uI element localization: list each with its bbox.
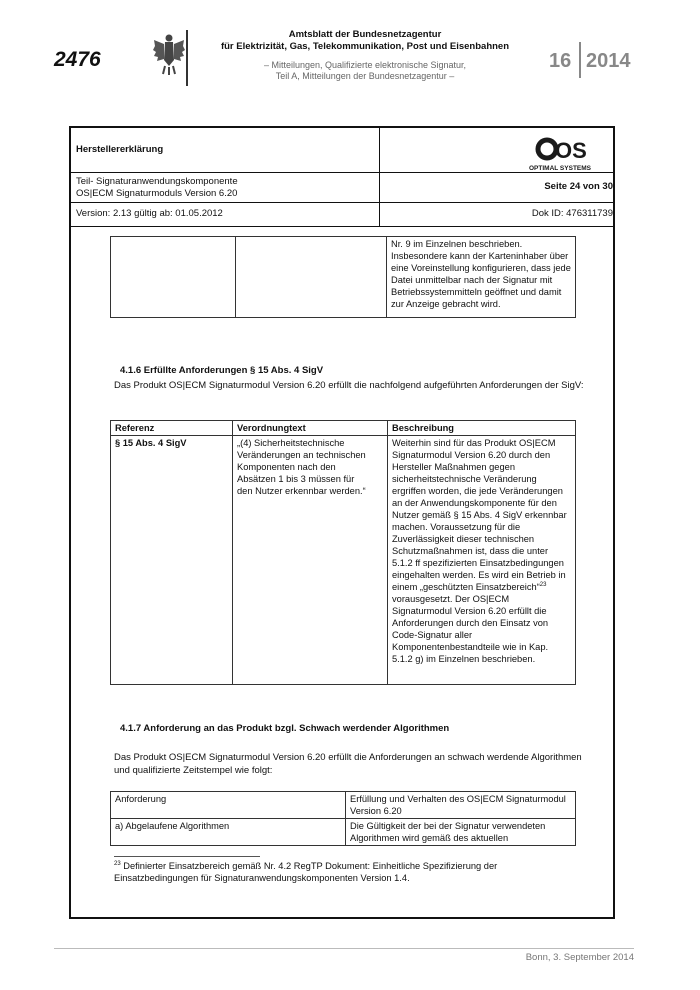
requirements-table-417	[110, 791, 576, 846]
doc-title: Herstellererklärung	[76, 144, 164, 155]
column-header-text: Verordnungtext	[233, 421, 388, 436]
footer-date: Bonn, 3. September 2014	[525, 952, 634, 963]
requirements-table-416	[110, 420, 576, 685]
fulfil-cell: Die Gültigkeit der bei der Signatur verwendeten Algorithmen wird gemäß des aktuellen	[346, 819, 576, 846]
continuation-text: Nr. 9 im Einzelnen beschrieben. Insbesondere kann der Karteninhaber über eine Voreinstellung konfigurieren, dass jede Datei unmittelbar nach der Signatur mit Betriebssystemmitteln geöffnet und damit zur Anzeige gebracht wird.	[387, 237, 576, 318]
table-row	[111, 792, 576, 819]
ref-cell: § 15 Abs. 4 SigV	[111, 436, 233, 685]
req-cell: a) Abgelaufene Algorithmen	[111, 819, 346, 846]
header-divider	[186, 30, 188, 86]
footnote-ref[interactable]: 23	[539, 581, 547, 588]
version-info: Version: 2.13 gültig ab: 01.05.2012	[76, 208, 223, 219]
table-header-row	[111, 421, 576, 436]
footnote-divider	[114, 856, 260, 857]
regulation-cell: „(4) Sicherheitstechnische Veränderungen an technischen Komponenten nach den Absätzen 1 bis 3 müssen für den Nutzer erkennbar werden.“	[233, 436, 388, 685]
component-line2: OS|ECM Signaturmoduls Version 6.20	[76, 188, 238, 199]
doc-id: Dok ID: 476311739	[531, 208, 613, 219]
section-417-intro: Das Produkt OS|ECM Signaturmodul Version 6.20 erfüllt die Anforderungen an schwach werdende Algorithmen und qualifizierte Zeitstempel wie folgt:	[114, 752, 582, 776]
description-cell	[388, 436, 576, 685]
issue-number: 16	[549, 50, 572, 72]
federal-eagle-icon	[152, 30, 190, 86]
section-heading-416: 4.1.6 Erfüllte Anforderungen § 15 Abs. 4 SigV	[120, 365, 324, 376]
optimal-systems-logo	[529, 135, 629, 175]
column-header-fulfil: Erfüllung und Verhalten des OS|ECM Signaturmodul Version 6.20	[346, 792, 576, 819]
page-number: 2476	[54, 48, 101, 71]
description-part2: vorausgesetzt. Der OS|ECM Signaturmodul Version 6.20 erfüllt die Anforderungen durch den Einsatz von Code-Signatur aller Komponentenbestandteile wie in Kap. 5.1.2 g) im Einzelnen beschrieben.	[392, 594, 549, 664]
table-row	[111, 819, 576, 846]
journal-title-line1: Amtsblatt der Bundesnetzagentur	[288, 29, 442, 40]
continuation-table	[110, 236, 576, 318]
column-header-ref: Referenz	[111, 421, 233, 436]
logo-subtext: OPTIMAL SYSTEMS	[529, 165, 591, 172]
footnote-number: 23	[114, 860, 121, 867]
journal-subtitle	[190, 60, 540, 82]
journal-subtitle-line2: Teil A, Mitteilungen der Bundesnetzagentur –	[275, 71, 455, 81]
component-line1: Teil- Signaturanwendungskomponente	[76, 176, 238, 187]
page-info: Seite 24 von 30	[544, 181, 613, 192]
journal-title	[190, 29, 540, 53]
footnote	[114, 860, 584, 884]
issue-year: 2014	[586, 50, 631, 72]
description-part1: Weiterhin sind für das Produkt OS|ECM Signaturmodul Version 6.20 durch den Hersteller Maßnahmen gegen sicherheitstechnische Veränderung ergriffen worden, die jede Veränderungen an der Anwendungskomponente für den Nutzer gemäß § 15 Abs. 4 SigV erkennbar machen. Voraussetzung für die Zuverlässigkeit dieser technischen Schutzmaßnahmen ist, dass die unter 5.1.2 ff spezifizierten Einsatzbedingungen eingehalten werden. Es wird ein Betrieb in einem „geschützten Einsatzbereich“	[392, 438, 567, 592]
column-header-req: Anforderung	[111, 792, 346, 819]
journal-title-line2: für Elektrizität, Gas, Telekommunikation, Post und Eisenbahnen	[220, 41, 510, 52]
table-cell	[111, 237, 236, 318]
table-row	[111, 237, 576, 318]
doc-header-divider	[379, 128, 380, 226]
logo-text: OS	[555, 138, 587, 163]
component-name	[76, 176, 238, 200]
footnote-text: Definierter Einsatzbereich gemäß Nr. 4.2 RegTP Dokument: Einheitliche Spezifizierung der Einsatzbedingungen für Signaturanwendungskomponenten Version 1.4.	[114, 861, 498, 883]
issue-divider	[579, 42, 581, 78]
section-416-intro: Das Produkt OS|ECM Signaturmodul Version 6.20 erfüllt die nachfolgend aufgeführten Anforderungen der SigV:	[114, 380, 584, 391]
table-row	[111, 436, 576, 685]
section-heading-417: 4.1.7 Anforderung an das Produkt bzgl. Schwach werdender Algorithmen	[120, 723, 450, 734]
journal-subtitle-line1: – Mitteilungen, Qualifizierte elektronische Signatur,	[263, 60, 467, 70]
table-cell	[236, 237, 387, 318]
footer-divider	[54, 948, 634, 949]
column-header-desc: Beschreibung	[388, 421, 576, 436]
